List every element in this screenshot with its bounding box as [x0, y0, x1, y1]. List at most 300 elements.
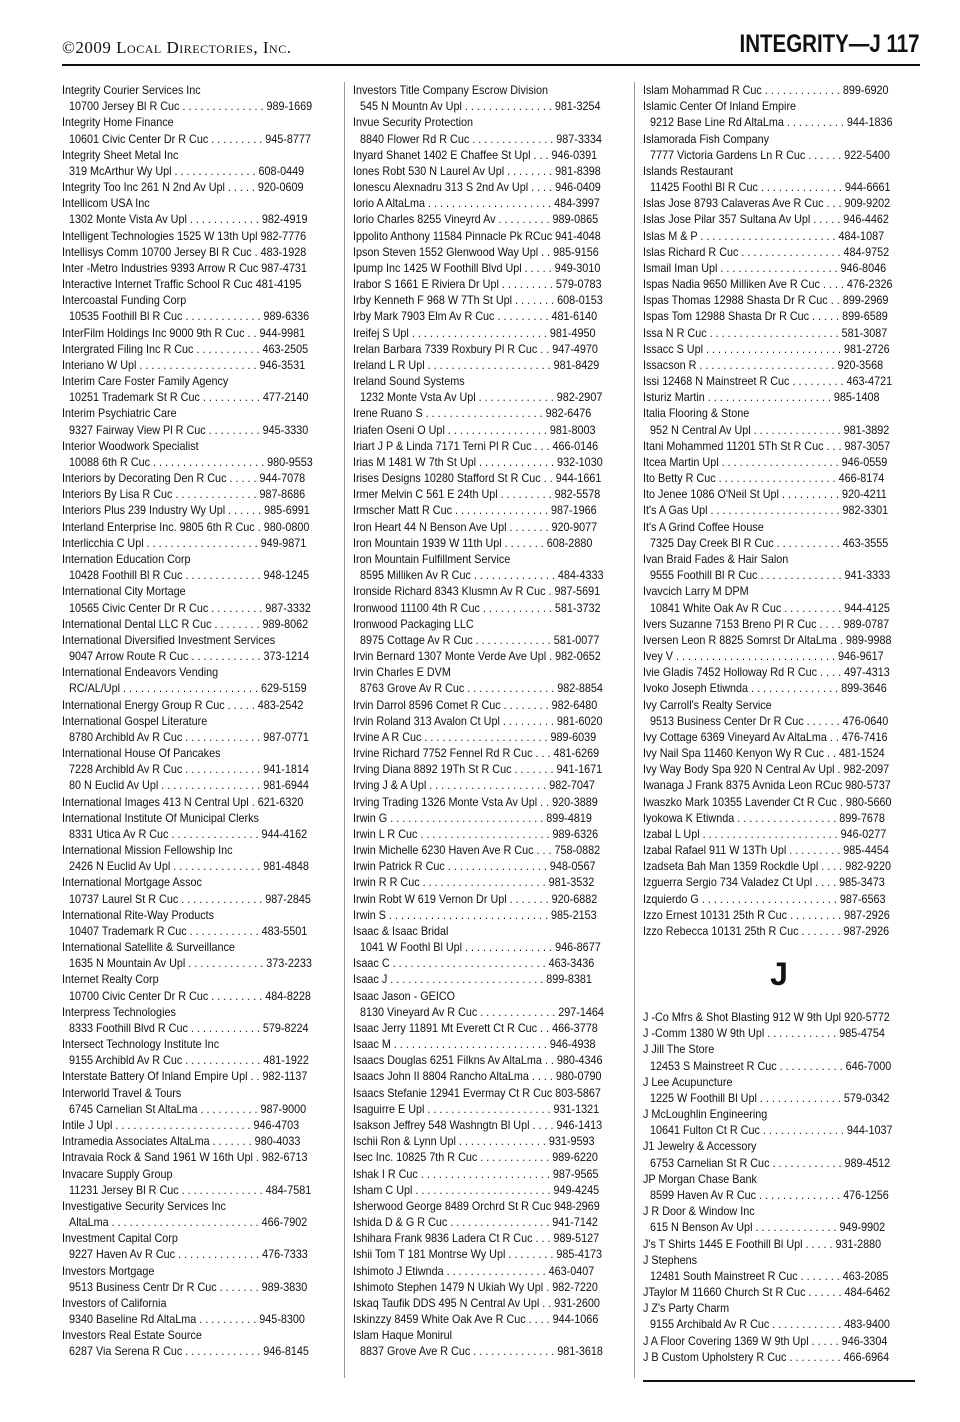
listing-text: InterFilm Holdings Inc 9000 9th R Cuc . . 944-9981	[62, 325, 306, 340]
listing-line	[353, 228, 625, 244]
listing-text: Interiors by Decorating Den R Cuc . . . . . 944-7078	[62, 471, 306, 486]
listing-text: Irabor S 1661 E Riviera Dr Upl . . . . . . . . . 579-0783	[353, 277, 602, 292]
listing-line	[643, 1074, 915, 1090]
listing-text: 9155 Archibld Av R Cuc . . . . . . . . . . . . . 481-1922	[69, 1053, 309, 1068]
listing-line	[643, 389, 915, 405]
listing-text: 6287 Via Serena R Cuc . . . . . . . . . . . . . 946-8145	[69, 1344, 309, 1359]
listing-line	[62, 163, 334, 179]
listing-line	[643, 1300, 915, 1316]
listing-line	[643, 163, 915, 179]
listing-text: 1041 W Foothl Bl Upl . . . . . . . . . . . . . . . 946-8677	[360, 940, 601, 955]
listing-line	[643, 551, 915, 567]
listing-line	[643, 794, 915, 810]
listing-text: 1302 Monte Vista Av Upl . . . . . . . . . . . . 982-4919	[69, 212, 308, 227]
listing-text: Issacc S Upl . . . . . . . . . . . . . . . . . . . . . . . 981-2726	[643, 341, 890, 356]
listing-text: 9513 Business Centr Dr R Cuc . . . . . . . 989-3830	[69, 1279, 308, 1294]
listing-text: 10535 Foothill Bl R Cuc . . . . . . . . . . . . . 989-6336	[69, 309, 310, 324]
listing-text: Ispas Nadia 9650 Milliken Ave R Cuc . . . . 476-2326	[643, 277, 893, 292]
listing-text: Irwin S . . . . . . . . . . . . . . . . . . . . . . . . . . . 985-2153	[353, 907, 597, 922]
listing-line	[643, 308, 915, 324]
listing-text: Ivy Nail Spa 11460 Kenyon Wy R Cuc . . 481-1524	[643, 746, 885, 761]
listing-text: Interland Enterprise Inc. 9805 6th R Cuc . 980-0800	[62, 519, 310, 534]
listing-line	[643, 1252, 915, 1268]
listing-text: Irmer Melvin C 561 E 24th Upl . . . . . . . . . 982-5578	[353, 487, 601, 502]
listing-line	[643, 567, 915, 583]
listing-line	[353, 211, 625, 227]
listing-line	[643, 1122, 915, 1138]
listing-line	[62, 1004, 334, 1020]
listing-text: 8763 Grove Av R Cuc . . . . . . . . . . . . . . . 982-8854	[360, 681, 603, 696]
listing-line	[353, 1182, 625, 1198]
listing-text: J A Floor Covering 1369 W 9th Upl . . . . . 946-3304	[643, 1333, 888, 1348]
listing-line	[353, 664, 625, 680]
listing-line	[643, 1041, 915, 1057]
listing-text: International City Mortage	[62, 584, 186, 599]
listing-text: Iorio A AltaLma . . . . . . . . . . . . . . . . . . . . . 484-3997	[353, 196, 600, 211]
listing-text: 615 N Benson Av Upl . . . . . . . . . . . . . . 949-9902	[650, 1220, 886, 1235]
listing-text: Ischii Ron & Lynn Upl . . . . . . . . . . . . . . . 931-9593	[353, 1134, 595, 1149]
listing-line	[353, 405, 625, 421]
listing-line	[643, 745, 915, 761]
listing-text: Ivavcich Larry M DPM	[643, 584, 749, 599]
listing-text: Integrity Too Inc 261 N 2nd Av Upl . . . . . 920-0609	[62, 180, 304, 195]
listing-text: Ito Jenee 1086 O'Neil St Upl . . . . . . . . . . 920-4211	[643, 487, 887, 502]
listing-column-1	[62, 82, 334, 1360]
listing-text: Iskinzzy 8459 White Oak Ave R Cuc . . . . 944-1066	[353, 1312, 599, 1327]
listing-line	[353, 195, 625, 211]
listing-line	[62, 373, 334, 389]
listing-line	[353, 98, 625, 114]
listing-line	[643, 600, 915, 616]
listing-text: J's T Shirts 1445 E Foothill Bl Upl . . . . . 931-2880	[643, 1236, 882, 1251]
listing-text: Intergrated Filing Inc R Cuc . . . . . . . . . . . 463-2505	[62, 341, 309, 356]
listing-line	[643, 1171, 915, 1187]
column-divider	[344, 82, 345, 1378]
listing-text: 10407 Trademark R Cuc . . . . . . . . . . . . 483-5501	[69, 923, 308, 938]
listing-line	[62, 422, 334, 438]
listing-line	[62, 874, 334, 890]
listing-text: Ironwood Packaging LLC	[353, 616, 474, 631]
listing-text: Interiors By Lisa R Cuc . . . . . . . . . . . . . . 987-8686	[62, 487, 306, 502]
listing-text: Islamorada Fish Company	[643, 131, 770, 146]
listing-line	[353, 454, 625, 470]
listing-text: International Images 413 N Central Upl . 621-6320	[62, 794, 304, 809]
listing-text: 9327 Fairway View Pl R Cuc . . . . . . . . . 945-3330	[69, 422, 309, 437]
listing-line	[643, 260, 915, 276]
listing-text: Isham C Upl . . . . . . . . . . . . . . . . . . . . . . . 949-4245	[353, 1182, 600, 1197]
listing-line	[643, 373, 915, 389]
listing-line	[62, 1068, 334, 1084]
listing-line	[62, 1117, 334, 1133]
listing-line	[62, 1149, 334, 1165]
listing-text: Italia Flooring & Stone	[643, 406, 750, 421]
listing-text: Ishimoto Stephen 1479 N Ukiah Wy Upl . 982-7220	[353, 1279, 598, 1294]
listing-text: Ivie Gladis 7452 Holloway Rd R Cuc . . . . 497-4313	[643, 665, 890, 680]
listing-text: Iwaszko Mark 10355 Lavender Ct R Cuc . 980-5660	[643, 794, 892, 809]
listing-text: Irene Ruano S . . . . . . . . . . . . . . . . . . . . 982-6476	[353, 406, 592, 421]
listing-text: 9513 Business Center Dr R Cuc . . . . . . 476-0640	[650, 713, 889, 728]
listing-text: 8331 Utica Av R Cuc . . . . . . . . . . . . . . . 944-4162	[69, 826, 308, 841]
listing-line	[353, 1149, 625, 1165]
listing-text: Interworld Travel & Tours	[62, 1085, 182, 1100]
listing-text: Ivy Way Body Spa 920 N Central Av Upl . 982-2097	[643, 762, 890, 777]
listing-text: Interlicchia C Upl . . . . . . . . . . . . . . . . . . . 949-9871	[62, 535, 307, 550]
listing-text: Irwin Michelle 6230 Haven Ave R Cuc . . . 758-0882	[353, 843, 601, 858]
listing-text: Iyokowa K Etiwnda . . . . . . . . . . . . . . . . . 899-7678	[643, 810, 885, 825]
listing-text: Iron Heart 44 N Benson Ave Upl . . . . . . . 920-9077	[353, 519, 598, 534]
listing-line	[353, 357, 625, 373]
listing-text: Iones Robt 530 N Laurel Av Upl . . . . . . . . 981-8398	[353, 163, 601, 178]
listing-line	[62, 1343, 334, 1359]
listing-text: Invue Security Protection	[353, 115, 474, 130]
listing-line	[62, 923, 334, 939]
listing-line	[353, 1052, 625, 1068]
listing-text: Intramedia Associates AltaLma . . . . . . . 980-4033	[62, 1134, 301, 1149]
listing-text: Irby Kenneth F 968 W 7Th St Upl . . . . . . . 608-0153	[353, 293, 603, 308]
listing-text: Iriart J P & Linda 7171 Terni Pl R Cuc . . . 466-0146	[353, 438, 599, 453]
listing-text: Islamic Center Of Inland Empire	[643, 99, 797, 114]
listing-line	[643, 842, 915, 858]
listing-line	[643, 405, 915, 421]
listing-line	[353, 1198, 625, 1214]
listing-line	[62, 826, 334, 842]
listing-line	[643, 713, 915, 729]
listing-text: Ireland L R Upl . . . . . . . . . . . . . . . . . . . . . 981-8429	[353, 357, 600, 372]
listing-text: 8599 Haven Av R Cuc . . . . . . . . . . . . . . 476-1256	[650, 1188, 889, 1202]
listing-line	[643, 1155, 915, 1171]
listing-text: 12481 South Mainstreet R Cuc . . . . . . . 463-2085	[650, 1268, 889, 1283]
listing-text: 8595 Milliken Av R Cuc . . . . . . . . . . . . . . 484-4333	[360, 568, 604, 583]
listing-text: Ivers Suzanne 7153 Breno Pl R Cuc . . . . 989-0787	[643, 616, 890, 631]
listing-text: International Endeavors Vending	[62, 665, 219, 680]
listing-text: Izzo Rebecca 10131 25th R Cuc . . . . . . . 987-2926	[643, 923, 890, 938]
listing-line	[62, 1214, 334, 1230]
listing-text: 12453 S Mainstreet R Cuc . . . . . . . . . . . 646-7000	[650, 1058, 892, 1073]
listing-text: Irving J & A Upl . . . . . . . . . . . . . . . . . . . . 982-7047	[353, 778, 595, 793]
listing-text: Investors of California	[62, 1295, 167, 1310]
listing-text: Irvin Bernard 1307 Monte Verde Ave Upl . 982-0652	[353, 649, 601, 664]
listing-text: 545 N Mountn Av Upl . . . . . . . . . . . . . . . 981-3254	[360, 99, 601, 114]
listing-line	[643, 1316, 915, 1332]
listing-text: Ipump Inc 1425 W Foothill Blvd Upl . . . . . 949-3010	[353, 260, 601, 275]
listing-text: International Mission Fellowship Inc	[62, 843, 233, 858]
listing-text: Intellicom USA Inc	[62, 196, 150, 211]
listing-line	[643, 648, 915, 664]
listing-line	[643, 1219, 915, 1235]
listing-line	[353, 632, 625, 648]
listing-line	[643, 1284, 915, 1300]
listing-text: Irving Diana 8892 19Th St R Cuc . . . . . . . 941-1671	[353, 762, 603, 777]
listing-line	[353, 955, 625, 971]
listing-text: Irwin Robt W 619 Vernon Dr Upl . . . . . . . 920-6882	[353, 891, 598, 906]
listing-line	[62, 1230, 334, 1246]
listing-line	[62, 1295, 334, 1311]
listing-line	[353, 535, 625, 551]
listing-line	[353, 1036, 625, 1052]
listing-line	[643, 810, 915, 826]
listing-text: International Satellite & Surveillance	[62, 940, 235, 955]
listing-text: Iskaq Taufik DDS 495 N Central Av Upl . . 931-2600	[353, 1295, 600, 1310]
listing-text: Ireifej S Upl . . . . . . . . . . . . . . . . . . . . . . . 981-4950	[353, 325, 596, 340]
listing-text: Ispas Thomas 12988 Shasta Dr R Cuc . . 899-2969	[643, 293, 889, 308]
copyright-notice: ©2009 Local Directories, Inc.	[62, 38, 292, 57]
listing-line	[353, 648, 625, 664]
listing-line	[643, 179, 915, 195]
listing-text: Investors Real Estate Source	[62, 1328, 202, 1343]
listing-text: Irwin G . . . . . . . . . . . . . . . . . . . . . . . . . . 899-4819	[353, 810, 592, 825]
listing-text: Izguerra Sergio 734 Valadez Ct Upl . . . . 985-3473	[643, 875, 885, 890]
listing-text: Islas M & P . . . . . . . . . . . . . . . . . . . . . . . 484-1087	[643, 228, 885, 243]
listing-line	[643, 1009, 915, 1025]
listing-text: J -Co Mfrs & Shot Blasting 912 W 9th Upl 920-5772	[643, 1010, 890, 1025]
listing-line	[353, 1263, 625, 1279]
listing-line	[62, 858, 334, 874]
listing-text: It's A Gas Upl . . . . . . . . . . . . . . . . . . . . . . 982-3301	[643, 503, 889, 518]
listing-text: Isaacs Douglas 6251 Filkns Av AltaLma . . 980-4346	[353, 1053, 603, 1068]
listing-line	[353, 616, 625, 632]
listing-line	[353, 308, 625, 324]
listing-line	[643, 1025, 915, 1041]
listing-text: Invacare Supply Group	[62, 1166, 173, 1181]
listing-line	[62, 777, 334, 793]
listing-text: 10565 Civic Center Dr R Cuc . . . . . . . . . 987-3332	[69, 600, 311, 615]
listing-line	[62, 357, 334, 373]
listing-line	[62, 1182, 334, 1198]
listing-line	[643, 1349, 915, 1365]
listing-line	[62, 244, 334, 260]
listing-text: 7325 Day Creek Bl R Cuc . . . . . . . . . . . 463-3555	[650, 535, 889, 550]
listing-text: 8975 Cottage Av R Cuc . . . . . . . . . . . . . 581-0077	[360, 632, 600, 647]
listing-text: JP Morgan Chase Bank	[643, 1171, 757, 1186]
listing-line	[353, 502, 625, 518]
listing-line	[353, 1214, 625, 1230]
listing-text: Irvin Roland 313 Avalon Ct Upl . . . . . . . . . 981-6020	[353, 713, 603, 728]
listing-text: Issi 12468 N Mainstreet R Cuc . . . . . . . . . 463-4721	[643, 374, 893, 389]
listing-line	[62, 648, 334, 664]
listing-line	[353, 114, 625, 130]
listing-line	[643, 98, 915, 114]
page-header	[62, 28, 920, 66]
listing-text: Ivey V . . . . . . . . . . . . . . . . . . . . . . . . . . . 946-9617	[643, 649, 884, 664]
listing-line	[643, 502, 915, 518]
listing-line	[62, 1052, 334, 1068]
listing-text: 319 McArthur Wy Upl . . . . . . . . . . . . . . 608-0449	[69, 163, 305, 178]
listing-text: Isturiz Martin . . . . . . . . . . . . . . . . . . . . . 985-1408	[643, 390, 880, 405]
listing-line	[353, 438, 625, 454]
listing-text: 10641 Fulton Ct R Cuc . . . . . . . . . . . . . . 944-1037	[650, 1123, 893, 1138]
listing-text: Ipson Steven 1552 Glenwood Way Upl . . 985-9156	[353, 244, 599, 259]
listing-text: J	[770, 956, 788, 993]
listing-line	[353, 551, 625, 567]
listing-text: 8333 Foothill Blvd R Cuc . . . . . . . . . . . . 579-8224	[69, 1020, 309, 1035]
listing-line	[643, 632, 915, 648]
listing-text: 1225 W Foothill Bl Upl . . . . . . . . . . . . . . 579-0342	[650, 1090, 890, 1105]
listing-column-3	[643, 82, 915, 1365]
listing-text: Investors Title Company Escrow Division	[353, 83, 549, 97]
listing-line	[62, 842, 334, 858]
listing-line	[643, 276, 915, 292]
listing-line	[62, 1246, 334, 1262]
listing-text: International Rite-Way Products	[62, 907, 215, 922]
listing-text: Ivy Carroll's Realty Service	[643, 697, 772, 712]
listing-line	[62, 907, 334, 923]
listing-line	[353, 1085, 625, 1101]
listing-text: 10428 Foothill Bl R Cuc . . . . . . . . . . . . . 948-1245	[69, 568, 310, 583]
listing-line	[643, 1090, 915, 1106]
listing-line	[643, 454, 915, 470]
listing-line	[643, 923, 915, 939]
listing-text: Internet Realty Corp	[62, 972, 159, 987]
listing-line	[353, 891, 625, 907]
listing-text: International Energy Group R Cuc . . . . . 483-2542	[62, 697, 304, 712]
listing-line	[62, 325, 334, 341]
listing-text: 9047 Arrow Route R Cuc . . . . . . . . . . . . 373-1214	[69, 649, 310, 664]
listing-line	[643, 341, 915, 357]
listing-text: Iorio Charles 8255 Vineyrd Av . . . . . . . . . 989-0865	[353, 212, 599, 227]
listing-line	[353, 600, 625, 616]
listing-text: J McLoughlin Engineering	[643, 1107, 768, 1122]
listing-text: 7777 Victoria Gardens Ln R Cuc . . . . . . 922-5400	[650, 147, 890, 162]
listing-text: Islam Mohammad R Cuc . . . . . . . . . . . . . 899-6920	[643, 83, 889, 97]
listing-text: Isaacs John II 8804 Rancho AltaLma . . . . 980-0790	[353, 1069, 602, 1084]
listing-line	[353, 1020, 625, 1036]
listing-line	[643, 777, 915, 793]
listing-line	[643, 519, 915, 535]
listing-text: 10737 Laurel St R Cuc . . . . . . . . . . . . . . 987-2845	[69, 891, 311, 906]
listing-text: International Diversified Investment Services	[62, 632, 276, 647]
listing-line	[353, 971, 625, 987]
listing-text: Isaac Jason - GEICO	[353, 988, 456, 1003]
listing-line	[62, 664, 334, 680]
listing-text: 2426 N Euclid Av Upl . . . . . . . . . . . . . . . 981-4848	[69, 859, 309, 874]
listing-text: Ispas Tom 12988 Shasta Dr R Cuc . . . . . 899-6589	[643, 309, 888, 324]
listing-line	[643, 244, 915, 260]
listing-text: Intellisys Comm 10700 Jersey Bl R Cuc . 483-1928	[62, 244, 307, 259]
listing-line	[353, 777, 625, 793]
listing-line	[62, 131, 334, 147]
listing-line	[353, 1279, 625, 1295]
listing-line	[353, 583, 625, 599]
listing-line	[353, 1295, 625, 1311]
listing-text: Inyard Shanet 1402 E Chaffee St Upl . . . 946-0391	[353, 147, 598, 162]
listing-text: Ironwood 11100 4th R Cuc . . . . . . . . . . . . 581-3732	[353, 600, 601, 615]
listing-text: J Z's Party Charm	[643, 1301, 730, 1316]
listing-text: Isaac M . . . . . . . . . . . . . . . . . . . . . . . . . . 946-4938	[353, 1037, 596, 1052]
listing-text: Izabal Rafael 911 W 13Th Upl . . . . . . . . . 985-4454	[643, 843, 889, 858]
listing-line	[62, 519, 334, 535]
listing-line	[353, 842, 625, 858]
listing-text: Investigative Security Services Inc	[62, 1198, 226, 1213]
listing-text: Irvine A R Cuc . . . . . . . . . . . . . . . . . . . . . 989-6039	[353, 729, 597, 744]
listing-text: 10841 White Oak Av R Cuc . . . . . . . . . . 944-4125	[650, 600, 890, 615]
listing-text: J Lee Acupuncture	[643, 1074, 733, 1089]
listing-line	[62, 1020, 334, 1036]
listing-text: Isaguirre E Upl . . . . . . . . . . . . . . . . . . . . . 931-1321	[353, 1101, 600, 1116]
listing-text: Isec Inc. 10825 7th R Cuc . . . . . . . . . . . . 989-6220	[353, 1150, 598, 1165]
listing-line	[62, 1166, 334, 1182]
listing-text: 9212 Base Line Rd AltaLma . . . . . . . . . . 944-1836	[650, 115, 893, 130]
listing-text: Intelligent Technologies 1525 W 13th Upl 982-7776	[62, 228, 307, 243]
listing-line	[353, 325, 625, 341]
listing-text: J B Custom Upholstery R Cuc . . . . . . . . . 466-6964	[643, 1349, 890, 1364]
listing-text: 1635 N Mountain Av Upl . . . . . . . . . . . . . 373-2233	[69, 956, 312, 971]
listing-line	[62, 1101, 334, 1117]
listing-text: J1 Jewelry & Accessory	[643, 1139, 757, 1154]
listing-line	[353, 874, 625, 890]
listing-text: Irises Designs 10280 Stafford St R Cuc . . 944-1661	[353, 471, 602, 486]
listing-text: Islam Haque Monirul	[353, 1328, 453, 1343]
listing-text: Interior Woodwork Specialist	[62, 438, 199, 453]
listing-line	[643, 616, 915, 632]
listing-text: J R Door & Window Inc	[643, 1204, 755, 1219]
listing-text: JTaylor M 11660 Church St R Cuc . . . . . . 484-6462	[643, 1285, 891, 1300]
listing-line	[353, 1133, 625, 1149]
listing-line	[643, 907, 915, 923]
listing-text: Islas Jose Pilar 357 Sultana Av Upl . . . . . 946-4462	[643, 212, 889, 227]
listing-text: Ireland Sound Systems	[353, 374, 465, 389]
listing-line	[62, 1085, 334, 1101]
listing-text: International House Of Pancakes	[62, 746, 221, 761]
listing-text: 8780 Archibld Av R Cuc . . . . . . . . . . . . . 987-0771	[69, 729, 309, 744]
listing-line	[353, 260, 625, 276]
listing-line	[62, 1263, 334, 1279]
listing-text: Interim Care Foster Family Agency	[62, 374, 229, 389]
listing-line	[353, 131, 625, 147]
listing-line	[353, 389, 625, 405]
listing-text: Irias M 1481 W 7th St Upl . . . . . . . . . . . . . 932-1030	[353, 454, 603, 469]
listing-line	[62, 114, 334, 130]
listing-text: Islas Jose 8793 Calaveras Ave R Cuc . . . 909-9202	[643, 196, 891, 211]
listing-line	[353, 244, 625, 260]
listing-line	[62, 600, 334, 616]
listing-line	[62, 98, 334, 114]
listing-line	[353, 567, 625, 583]
listing-line	[353, 1246, 625, 1262]
listing-text: Iriafen Oseni O Upl . . . . . . . . . . . . . . . . . 981-8003	[353, 422, 596, 437]
listing-line	[643, 874, 915, 890]
listing-line	[62, 486, 334, 502]
listing-text: 10601 Civic Center Dr R Cuc . . . . . . . . . 945-8777	[69, 131, 311, 146]
listing-text: Irwin Patrick R Cuc . . . . . . . . . . . . . . . . . 948-0567	[353, 859, 596, 874]
listing-text: 952 N Central Av Upl . . . . . . . . . . . . . . . 981-3892	[650, 422, 890, 437]
listing-text: 10700 Civic Center Dr R Cuc . . . . . . . . . 484-8228	[69, 988, 311, 1003]
listing-line	[62, 761, 334, 777]
listing-text: 7228 Archibld Av R Cuc . . . . . . . . . . . . . 941-1814	[69, 762, 309, 777]
listing-line	[643, 228, 915, 244]
listing-text: 8840 Flower Rd R Cuc . . . . . . . . . . . . . . 987-3334	[360, 131, 602, 146]
listing-line	[62, 179, 334, 195]
listing-text: Isaac & Isaac Bridal	[353, 923, 449, 938]
listing-line	[353, 470, 625, 486]
listing-text: Interpress Technologies	[62, 1004, 176, 1019]
listing-line	[353, 179, 625, 195]
listing-line	[643, 1333, 915, 1349]
listing-text: Investment Capital Corp	[62, 1231, 178, 1246]
listing-line	[62, 551, 334, 567]
listing-text: Ito Betty R Cuc . . . . . . . . . . . . . . . . . . . . 466-8174	[643, 471, 885, 486]
listing-line	[353, 163, 625, 179]
listing-text: Intravaia Rock & Sand 1961 W 16th Upl . 982-6713	[62, 1150, 308, 1165]
listing-line	[62, 389, 334, 405]
listing-text: Iwanaga J Frank 8375 Avnida Leon RCuc 980-5737	[643, 778, 891, 793]
listing-line	[62, 794, 334, 810]
listing-text: Isaac C . . . . . . . . . . . . . . . . . . . . . . . . . . 463-3436	[353, 956, 595, 971]
listing-line	[643, 1106, 915, 1122]
listing-line	[643, 1138, 915, 1154]
listing-line	[62, 680, 334, 696]
listing-text: Ishihara Frank 9836 Ladera Ct R Cuc . . . 989-5127	[353, 1231, 600, 1246]
listing-line	[353, 810, 625, 826]
